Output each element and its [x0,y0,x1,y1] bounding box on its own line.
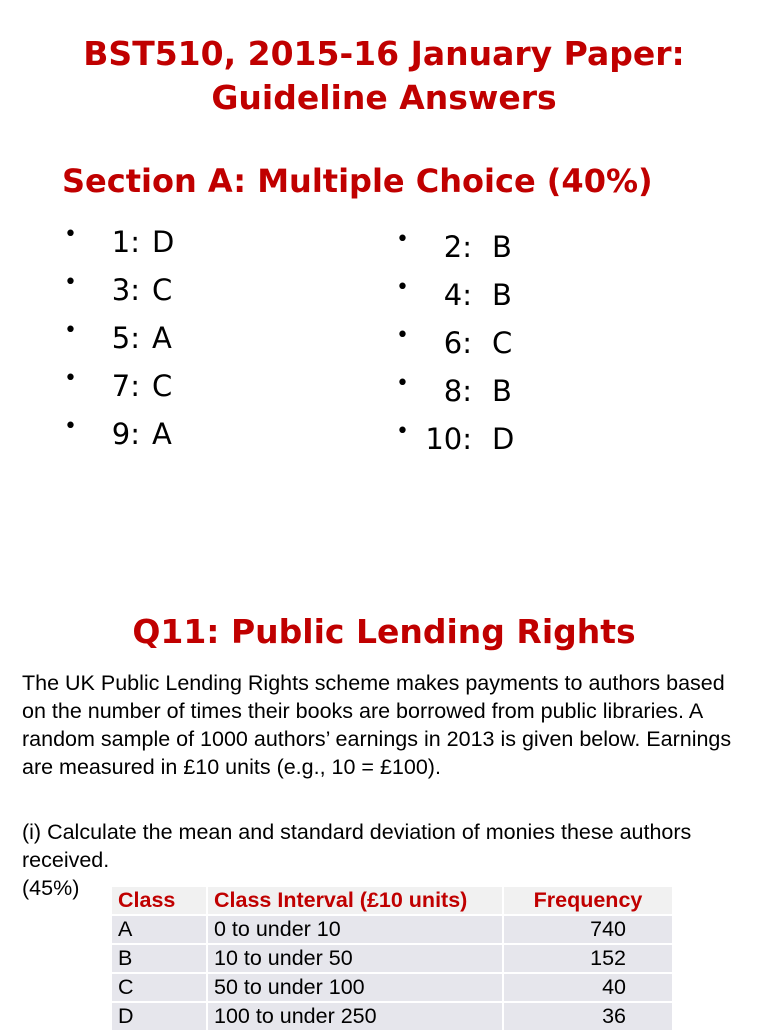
answer-item [64,416,264,464]
answers-left-list [64,224,264,464]
answer-item [396,277,596,325]
answer-letter: D [152,225,175,259]
bullet-icon: • [64,222,77,247]
header-frequency: Frequency [503,887,673,915]
table-row [112,915,673,944]
answer-item [396,325,596,373]
title-line-2: Guideline Answers [211,78,557,117]
cell-frequency: 36 [503,1002,673,1031]
question-number: 2: [443,230,472,264]
bullet-icon: • [64,270,77,295]
answer-letter: B [492,278,512,312]
answer-item [64,368,264,416]
bullet-icon: • [64,366,77,391]
answer-letter: B [492,374,512,408]
section-a-heading: Section A: Multiple Choice (40%) [62,162,653,200]
q11-part-i-text: (i) Calculate the mean and standard deviation of monies these authors received. [22,820,692,872]
bullet-icon: • [64,318,77,343]
answer-item [64,272,264,320]
cell-interval: 100 to under 250 [207,1002,503,1031]
bullet-icon: • [396,371,409,396]
answer-letter: C [152,369,173,403]
question-number: 8: [443,374,472,408]
answer-letter: C [152,273,173,307]
header-class-interval: Class Interval (£10 units) [207,887,503,915]
question-number: 9: [111,417,140,451]
cell-class: B [112,944,207,973]
cell-class: C [112,973,207,1002]
page-title [0,32,768,120]
answer-letter: D [492,422,515,456]
question-number: 4: [443,278,472,312]
title-line-1: BST510, 2015-16 January Paper: [83,34,685,73]
answer-item [396,229,596,277]
bullet-icon: • [396,227,409,252]
cell-frequency: 40 [503,973,673,1002]
bullet-icon: • [64,414,77,439]
question-number: 6: [443,326,472,360]
answer-letter: A [152,321,172,355]
answer-letter: C [492,326,513,360]
q11-heading: Q11: Public Lending Rights [132,612,636,651]
cell-interval: 50 to under 100 [207,973,503,1002]
bullet-icon: • [396,323,409,348]
table-header-row [112,887,673,915]
cell-frequency: 740 [503,915,673,944]
q11-part-i-marks: (45%) [22,876,80,900]
bullet-icon: • [396,419,409,444]
question-number: 5: [111,321,140,355]
cell-frequency: 152 [503,944,673,973]
header-class: Class [112,887,207,915]
bullet-icon: • [396,275,409,300]
cell-class: A [112,915,207,944]
answer-letter: A [152,417,172,451]
answer-item [64,224,264,272]
answers-right-list [396,229,596,469]
q11-intro-paragraph: The UK Public Lending Rights scheme makes payments to authors based on the number of times their books are borrowed from public libraries. A random sample of 1000 authors’ earnings in 2013 is given below. Earnings are measured in £10 units (e.g., 10 = £100). [22,671,732,779]
answer-item [64,320,264,368]
answer-item [396,373,596,421]
table-row [112,944,673,973]
question-number: 1: [111,225,140,259]
question-number: 10: [425,422,472,456]
question-number: 7: [111,369,140,403]
table-row [112,973,673,1002]
table-row [112,1002,673,1031]
question-number: 3: [111,273,140,307]
cell-interval: 0 to under 10 [207,915,503,944]
answer-letter: B [492,230,512,264]
cell-interval: 10 to under 50 [207,944,503,973]
cell-class: D [112,1002,207,1031]
answer-item [396,421,596,469]
frequency-table [112,887,674,1032]
